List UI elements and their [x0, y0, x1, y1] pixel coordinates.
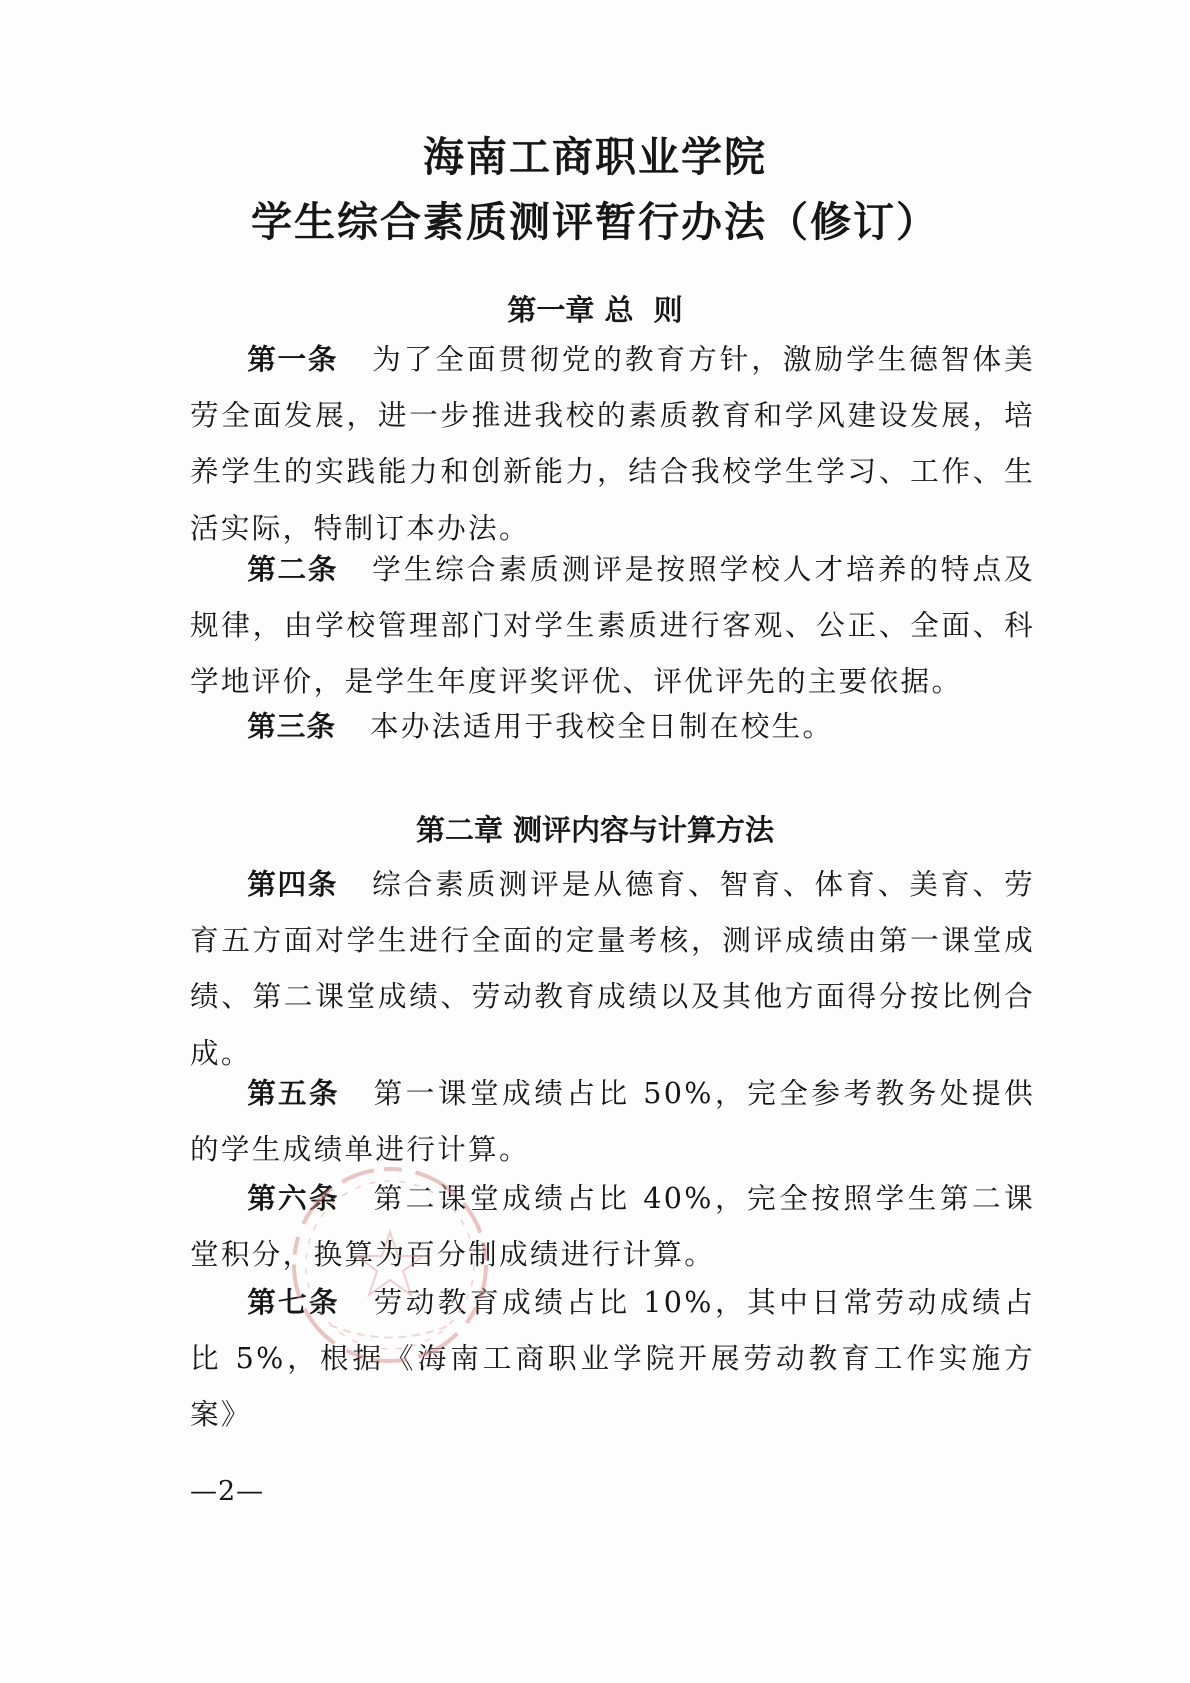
- article-label: 第六条: [247, 1181, 340, 1215]
- article-text: 第二课堂成绩占比 40%，完全按照学生第二课堂积分，换算为百分制成绩进行计算。: [190, 1181, 1035, 1272]
- article-label: 第三条: [247, 709, 336, 743]
- article-2: [190, 541, 1035, 710]
- chapter-heading-1: 第一章 总 则: [507, 293, 683, 327]
- article-label: 第二条: [247, 552, 339, 586]
- article-text: 劳动教育成绩占比 10%，其中日常劳动成绩占比 5%，根据《海南工商职业学院开展劳动教育工作实施方案》: [190, 1285, 1035, 1432]
- article-label: 第五条: [247, 1076, 340, 1110]
- document-title-line2: 学生综合素质测评暂行办法（修订）: [251, 198, 939, 246]
- official-seal-stamp: [285, 1160, 495, 1370]
- article-text: 本办法适用于我校全日制在校生。: [369, 709, 834, 743]
- article-3: [190, 698, 1035, 754]
- page-number: —2—: [190, 1476, 265, 1507]
- document-title-line1: 海南工商职业学院: [423, 133, 767, 181]
- article-label: 第四条: [247, 867, 339, 901]
- article-1: [190, 331, 1035, 556]
- chapter-heading-2: 第二章 测评内容与计算方法: [415, 813, 775, 847]
- article-label: 第七条: [247, 1285, 340, 1319]
- article-text: 学生综合素质测评是按照学校人才培养的特点及规律，由学校管理部门对学生素质进行客观、公正、全面、科学地评价，是学生年度评奖评优、评优评先的主要依据。: [190, 552, 1035, 699]
- article-label: 第一条: [247, 342, 339, 376]
- article-text: 综合素质测评是从德育、智育、体育、美育、劳育五方面对学生进行全面的定量考核，测评成绩由第一课堂成绩、第二课堂成绩、劳动教育成绩以及其他方面得分按比例合成。: [190, 867, 1035, 1070]
- article-4: [190, 856, 1035, 1081]
- article-text: 第一课堂成绩占比 50%，完全参考教务处提供的学生成绩单进行计算。: [190, 1076, 1035, 1167]
- article-text: 为了全面贯彻党的教育方针，激励学生德智体美劳全面发展，进一步推进我校的素质教育和学风建设发展，培养学生的实践能力和创新能力，结合我校学生学习、工作、生活实际，特制订本办法。: [190, 342, 1035, 545]
